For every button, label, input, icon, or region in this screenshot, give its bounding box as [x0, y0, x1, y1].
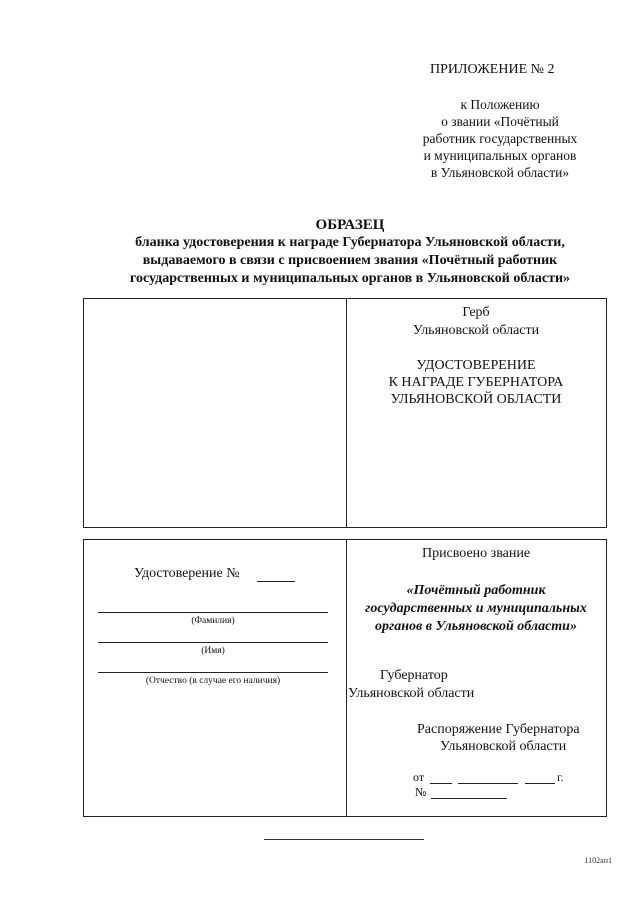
date-from-label: от	[413, 770, 425, 784]
honorary-title-line: государственных и муниципальных	[365, 601, 587, 616]
governor-label: Губернатор	[380, 668, 448, 683]
cover-title	[346, 357, 606, 408]
annex-title: ПРИЛОЖЕНИЕ № 2	[430, 62, 555, 77]
document-heading	[60, 216, 640, 288]
annex-reference	[400, 96, 600, 181]
date-day-field	[430, 783, 452, 784]
annex-reference-line: работник государственных	[422, 131, 578, 146]
certificate-cover-panel	[83, 298, 607, 528]
date-year-field	[525, 783, 555, 784]
annex-reference-line: в Ульяновской области»	[430, 165, 570, 180]
patronymic-caption: (Отчество (в случае его наличия)	[145, 676, 281, 686]
cert-number-label: Удостоверение №	[134, 566, 240, 581]
honorary-title-line: «Почётный работник	[406, 583, 546, 598]
awarded-label: Присвоено звание	[421, 546, 531, 561]
document-code: 1102ан1	[584, 856, 612, 865]
cover-title-line: К НАГРАДЕ ГУБЕРНАТОРА	[388, 375, 564, 390]
annex-reference-line: о звании «Почётный	[441, 114, 559, 129]
heading-line: бланка удостоверения к награде Губернатора Ульяновской области,	[135, 235, 565, 250]
cover-title-line: УДОСТОВЕРЕНИЕ	[416, 358, 536, 373]
order-number-field	[431, 798, 507, 799]
name-caption: (Имя)	[201, 646, 225, 656]
date-year-suffix: г.	[557, 770, 564, 784]
order-label: Распоряжение Губернатора	[417, 722, 580, 737]
governor-region: Ульяновской области	[348, 686, 475, 701]
cover-title-line: УЛЬЯНОВСКОЙ ОБЛАСТИ	[390, 392, 562, 407]
heading-line: государственных и муниципальных органов в Ульяновской области»	[129, 271, 571, 286]
honorary-title	[346, 582, 606, 636]
order-region: Ульяновской области	[440, 739, 567, 754]
footer-separator	[264, 839, 424, 840]
order-number-label: №	[415, 785, 427, 799]
heading-title: ОБРАЗЕЦ	[315, 217, 385, 233]
annex-reference-line: к Положению	[460, 97, 540, 112]
emblem-label: Герб	[462, 305, 490, 320]
annex-reference-line: и муниципальных органов	[423, 148, 577, 163]
date-month-field	[458, 783, 518, 784]
honorary-title-line: органов в Ульяновской области»	[375, 619, 577, 634]
cert-number-field	[257, 581, 295, 582]
certificate-inside-panel	[83, 539, 607, 817]
surname-field	[98, 612, 328, 613]
patronymic-field	[98, 672, 328, 673]
heading-line: выдаваемого в связи с присвоением звания «Почётный работник	[142, 253, 558, 268]
emblem-region: Ульяновской области	[412, 323, 540, 338]
name-field	[98, 642, 328, 643]
surname-caption: (Фамилия)	[191, 616, 235, 626]
